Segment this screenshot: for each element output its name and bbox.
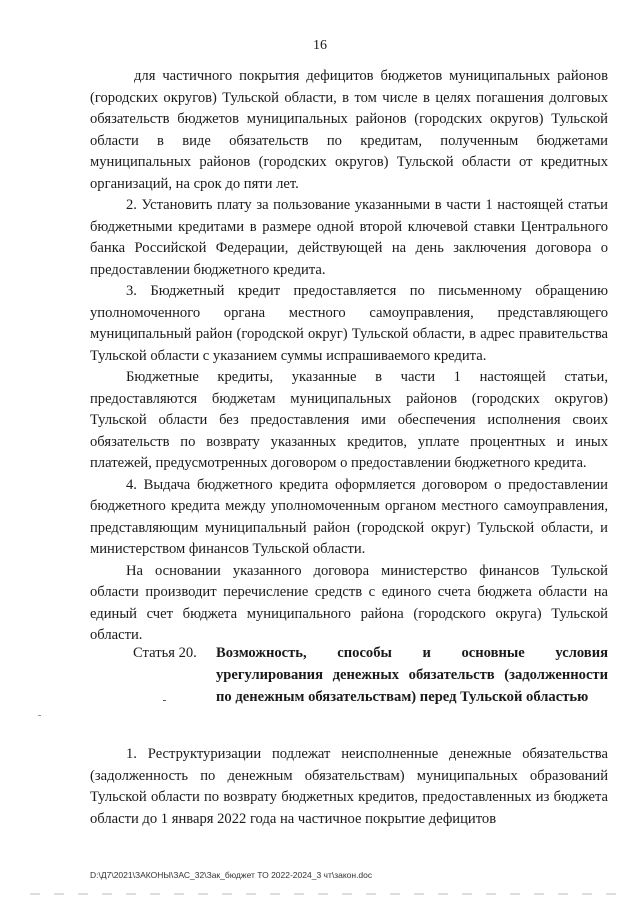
paragraph-2: 2. Установить плату за пользование указанными в части 1 настоящей статьи бюджетными кредитами в размере одной второй ключевой ставки Центрального банка Российской Федерации, действующей на день заключения договора о предоставлении бюджетного кредита. [90, 197, 608, 278]
article-paragraph-1: 1. Реструктуризации подлежат неисполненные денежные обязательства (задолженность по денежным обязательствам) муниципальных образований Тульской области по возврату бюджетных кредитов, предоставленных из бюджета области до 1 января 2022 года на частичное покрытие дефицитов [90, 746, 608, 827]
paragraph-continuation: для частичного покрытия дефицитов бюджетов муниципальных районов (городских округов) Тульской области, в том числе в целях погашения долговых обязательств бюджетов муниципальных районов (городских округов) Тульской области в виде обязательств по кредитам, полученным бюджетами муниципальных районов (городских округов) Тульской области от кредитных организаций, на срок до пяти лет. [90, 68, 608, 192]
paragraph-3: 3. Бюджетный кредит предоставляется по письменному обращению уполномоченного органа местного самоуправления, представляющего муниципальный район (городской округ) Тульской области, в адрес правительства Тульской области с указанием суммы испрашиваемого кредита. [90, 283, 608, 364]
scan-mark [38, 715, 41, 716]
paragraph-4: 4. Выдача бюджетного кредита оформляется договором о предоставлении бюджетного кредита между уполномоченным органом местного самоуправления, представляющим муниципальный район (городской округ) Тульской области, и министерством финансов Тульской области. [90, 476, 608, 557]
scan-artifact-line [30, 893, 620, 895]
paragraph-credits: Бюджетные кредиты, указанные в части 1 настоящей статьи, предоставляются бюджетам муниципальных районов (городских округов) Тульской области без предоставления ими обеспечения исполнения своих обязательств по возврату указанных кредитов, уплате процентных и иных платежей, предусмотренных договором о предоставлении бюджетного кредита. [90, 369, 608, 471]
body-text [90, 66, 608, 647]
article-body [90, 744, 608, 830]
article-title: Возможность, способы и основные условия урегулирования денежных обязательств (задолженности по денежным обязательствам) перед Тульской областью [216, 645, 608, 705]
paragraph-transfer: На основании указанного договора министерство финансов Тульской области производит перечисление средств с единого счета бюджета области на единый счет бюджета муниципального района (городского округа) Тульской области. [90, 562, 608, 643]
page-number: 16 [313, 38, 327, 53]
file-path-footer: D:\Д7\2021\ЗАКОНЫ\ЗАС_32\Зак_бюджет ТО 2022-2024_3 чт\закон.doc [90, 870, 373, 880]
scan-mark [163, 700, 166, 701]
article-label: Статья 20. [133, 645, 197, 661]
